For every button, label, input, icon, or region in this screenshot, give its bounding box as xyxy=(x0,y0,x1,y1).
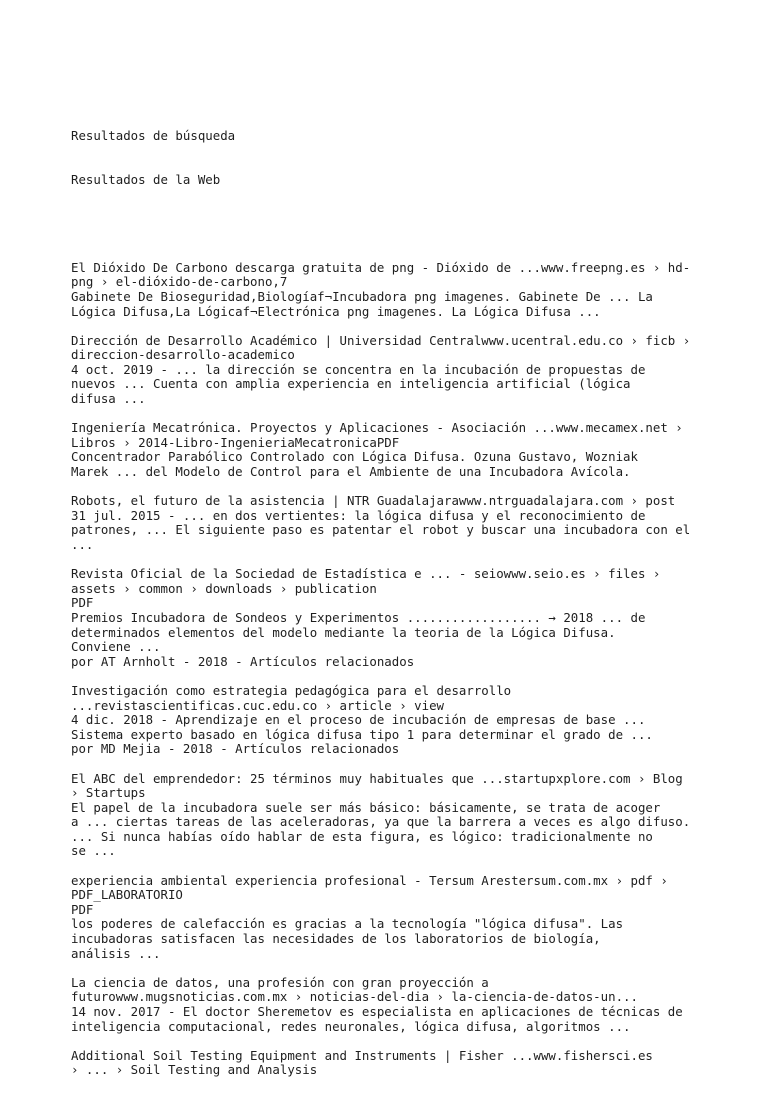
search-result-title-link[interactable]: Ingeniería Mecatrónica. Proyectos y Aplicaciones - Asociación ...www.mecamex.net › xyxy=(71,420,683,436)
search-result-text-line: El papel de la incubadora suele ser más básico: básicamente, se trata de acoger xyxy=(71,799,661,815)
search-result-text-line: incubadoras satisfacen las necesidades de los laboratorios de biología, xyxy=(71,931,601,947)
document-page xyxy=(71,71,711,1107)
search-result-text-line: 14 nov. 2017 - El doctor Sheremetov es especialista en aplicaciones de técnicas de xyxy=(71,1004,683,1019)
search-result-text-line: Conviene ... xyxy=(71,639,161,655)
search-result xyxy=(71,684,711,757)
search-result-text-line: ... xyxy=(71,537,94,552)
search-result-title-link[interactable]: Investigación como estrategia pedagógica para el desarrollo xyxy=(71,682,512,698)
search-result-title-link[interactable]: Revista Oficial de la Sociedad de Estadística e ... - seiowww.seio.es › files › xyxy=(71,566,661,582)
search-result-text-line: por MD Mejia - 2018 - Artículos relacionados xyxy=(71,741,400,757)
search-result-text-line: inteligencia computacional, redes neuronales, lógica difusa, algoritmos ... xyxy=(71,1018,631,1034)
search-result-text-line: PDF_LABORATORIO xyxy=(71,887,183,903)
search-result xyxy=(71,567,711,669)
search-result-text-line: por AT Arnholt - 2018 - Artículos relacionados xyxy=(71,653,415,669)
search-result-text-line: Gabinete De Bioseguridad,Biologíaf¬Incubadora png imagenes. Gabinete De ... La xyxy=(71,288,653,304)
search-result xyxy=(71,494,711,552)
search-result-text-line: Sistema experto basado en lógica difusa tipo 1 para determinar el grado de ... xyxy=(71,726,653,742)
search-result-text-line: determinados elementos del modelo mediante la teoria de la Lógica Difusa. xyxy=(71,624,616,640)
search-result-text-line: Premios Incubadora de Sondeos y Experimentos .................. → 2018 ... de xyxy=(71,609,646,625)
search-result xyxy=(71,772,711,860)
search-result-text-line: análisis ... xyxy=(71,945,161,961)
search-result xyxy=(71,421,711,479)
search-result-text-line: a ... ciertas tareas de las aceleradoras, ya que la barrera a veces es algo difuso. xyxy=(71,814,691,830)
search-result-title-link[interactable]: Dirección de Desarrollo Académico | Universidad Centralwww.ucentral.edu.co › ficb › xyxy=(71,332,691,348)
search-result-title-link[interactable]: El ABC del emprendedor: 25 términos muy habituales que ...startupxplore.com › Blog xyxy=(71,770,683,786)
search-result-text-line: PDF xyxy=(71,595,94,611)
search-results-heading: Resultados de búsqueda xyxy=(71,128,236,144)
search-result-title-link[interactable]: El Dióxido De Carbono descarga gratuita de png - Dióxido de ...www.freepng.es › hd- xyxy=(71,259,691,275)
search-result-text-line: ... Si nunca habías oído hablar de esta figura, es lógico: tradicionalmente no xyxy=(71,828,653,844)
search-result-text-line: difusa ... xyxy=(71,391,146,407)
results-list xyxy=(71,261,711,1078)
search-result-text-line: Concentrador Parabólico Controlado con Lógica Difusa. Ozuna Gustavo, Wozniak xyxy=(71,449,638,465)
search-result xyxy=(71,261,711,319)
search-result-text-line: 31 jul. 2015 - ... en dos vertientes: la lógica difusa y el reconocimiento de xyxy=(71,507,646,523)
search-result-text-line: ...revistascientificas.cuc.edu.co › article › view xyxy=(71,697,444,713)
search-result xyxy=(71,976,711,1034)
search-result-text-line: 4 oct. 2019 - ... la dirección se concentra en la incubación de propuestas de xyxy=(71,361,646,377)
search-result-text-line: png › el-dióxido-de-carbono,7 xyxy=(71,274,288,290)
search-result xyxy=(71,874,711,962)
search-result xyxy=(71,334,711,407)
search-result-text-line: direccion-desarrollo-academico xyxy=(71,347,295,363)
results-header xyxy=(71,100,711,217)
search-result-text-line: 4 dic. 2018 - Aprendizaje en el proceso de incubación de empresas de base ... xyxy=(71,712,646,728)
search-result-title-link[interactable]: La ciencia de datos, una profesión con gran proyección a xyxy=(71,974,489,990)
search-result-text-line: Libros › 2014-Libro-IngenieriaMecatronicaPDF xyxy=(71,434,400,450)
search-result-text-line: Lógica Difusa,La Lógicaf¬Electrónica png imagenes. La Lógica Difusa ... xyxy=(71,303,601,319)
search-result-text-line: los poderes de calefacción es gracias a la tecnología "lógica difusa". Las xyxy=(71,916,624,932)
search-result-text-line: PDF xyxy=(71,901,94,917)
search-result-text-line: › ... › Soil Testing and Analysis xyxy=(71,1062,318,1078)
search-result-text-line: › Startups xyxy=(71,785,146,801)
search-result-text-line: patrones, ... El siguiente paso es patentar el robot y buscar una incubadora con el xyxy=(71,522,691,538)
web-results-heading: Resultados de la Web xyxy=(71,172,221,188)
search-result-text-line: futurowww.mugsnoticias.com.mx › noticias-del-dia › la-ciencia-de-datos-un... xyxy=(71,989,638,1005)
search-result-text-line: se ... xyxy=(71,843,116,859)
search-result-text-line: assets › common › downloads › publication xyxy=(71,580,377,596)
search-result-text-line: nuevos ... Cuenta con amplia experiencia en inteligencia artificial (lógica xyxy=(71,376,631,392)
search-result-title-link[interactable]: Robots, el futuro de la asistencia | NTR Guadalajarawww.ntrguadalajara.com › post xyxy=(71,493,676,509)
search-result-text-line: Marek ... del Modelo de Control para el Ambiente de una Incubadora Avícola. xyxy=(71,464,631,480)
search-result-title-link[interactable]: Additional Soil Testing Equipment and Instruments | Fisher ...www.fishersci.es xyxy=(71,1047,653,1063)
search-result-title-link[interactable]: experiencia ambiental experiencia profesional - Tersum Arestersum.com.mx › pdf › xyxy=(71,872,668,888)
search-result xyxy=(71,1049,711,1078)
